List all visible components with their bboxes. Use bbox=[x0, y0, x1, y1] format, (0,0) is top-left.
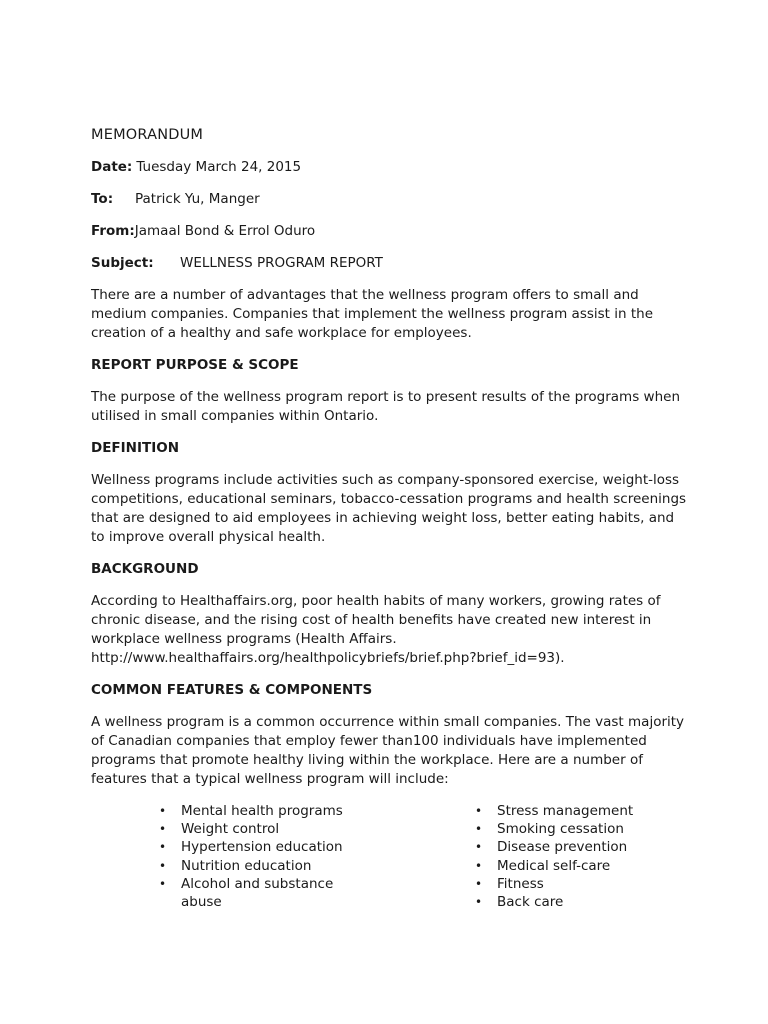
date-field bbox=[91, 158, 691, 176]
list-item: • Weight control bbox=[159, 821, 280, 838]
section-heading-definition: DEFINITION bbox=[91, 440, 180, 456]
bullet-icon: • bbox=[159, 876, 167, 891]
section-heading-purpose: REPORT PURPOSE & SCOPE bbox=[91, 357, 299, 373]
list-item: • Disease prevention bbox=[475, 839, 628, 856]
date-label: Date: bbox=[91, 159, 133, 175]
bullet-icon: • bbox=[475, 895, 483, 910]
bullet-icon: • bbox=[159, 858, 167, 873]
bullet-icon: • bbox=[475, 840, 483, 855]
list-item: • Fitness bbox=[475, 875, 544, 892]
subject-field bbox=[91, 254, 691, 272]
to-label: To: bbox=[91, 191, 114, 207]
bullet-icon: • bbox=[159, 840, 167, 855]
bullet-icon: • bbox=[475, 876, 483, 891]
list-item: • Alcohol and substance abuse bbox=[159, 875, 334, 911]
section-heading-background: BACKGROUND bbox=[91, 561, 199, 577]
section-heading-features: COMMON FEATURES & COMPONENTS bbox=[91, 682, 373, 698]
list-item: • Stress management bbox=[475, 803, 634, 819]
list-item: • Medical self-care bbox=[475, 857, 611, 874]
list-item: • Smoking cessation bbox=[475, 821, 624, 838]
bullet-icon: • bbox=[159, 822, 167, 837]
from-value: Jamaal Bond & Errol Oduro bbox=[134, 223, 316, 239]
bullet-icon: • bbox=[475, 822, 483, 837]
memo-title: MEMORANDUM bbox=[91, 127, 204, 143]
features-lists bbox=[91, 802, 691, 922]
subject-value: WELLNESS PROGRAM REPORT bbox=[180, 255, 383, 271]
intro-paragraph: There are a number of advantages that the wellness program offers to small and medium companies. Companies that implement the wellness program assist in the creation of a healthy and safe workplace for employees. bbox=[91, 287, 654, 341]
section-body-purpose: The purpose of the wellness program report is to present results of the programs when utilised in small companies within Ontario. bbox=[91, 389, 680, 424]
list-item: • Nutrition education bbox=[159, 857, 312, 874]
to-field bbox=[91, 190, 691, 208]
from-label: From: bbox=[91, 223, 135, 239]
from-field bbox=[91, 222, 691, 240]
section-body-definition: Wellness programs include activities such as company-sponsored exercise, weight-loss competitions, educational seminars, tobacco-cessation programs and health screenings that are designed to aid employees in achieving weight loss, better eating habits, and to improve overall physical health. bbox=[91, 472, 687, 545]
date-value: Tuesday March 24, 2015 bbox=[136, 159, 302, 175]
to-value: Patrick Yu, Manger bbox=[135, 191, 260, 207]
bullet-icon: • bbox=[159, 804, 167, 818]
list-item: • Back care bbox=[475, 894, 564, 911]
features-list-right bbox=[475, 802, 675, 911]
section-body-features: A wellness program is a common occurrence within small companies. The vast majority of Canadian companies that employ fewer than100 individuals have implemented programs that promote healthy living within the workplace. Here are a number of features that a typical wellness program will include: bbox=[91, 714, 685, 787]
memo-content bbox=[91, 126, 691, 922]
bullet-icon: • bbox=[475, 804, 483, 818]
list-item: • Mental health programs bbox=[159, 803, 343, 819]
subject-label: Subject: bbox=[91, 255, 154, 271]
features-list-left bbox=[159, 802, 359, 911]
section-body-background: According to Healthaffairs.org, poor health habits of many workers, growing rates of chronic disease, and the rising cost of health benefits have created new interest in workplace wellness programs (Health Affairs. http://www.healthaffairs.org/healthpolicybriefs/brief.php?brief_id=93). bbox=[91, 593, 661, 666]
bullet-icon: • bbox=[475, 858, 483, 873]
list-item: • Hypertension education bbox=[159, 839, 343, 856]
